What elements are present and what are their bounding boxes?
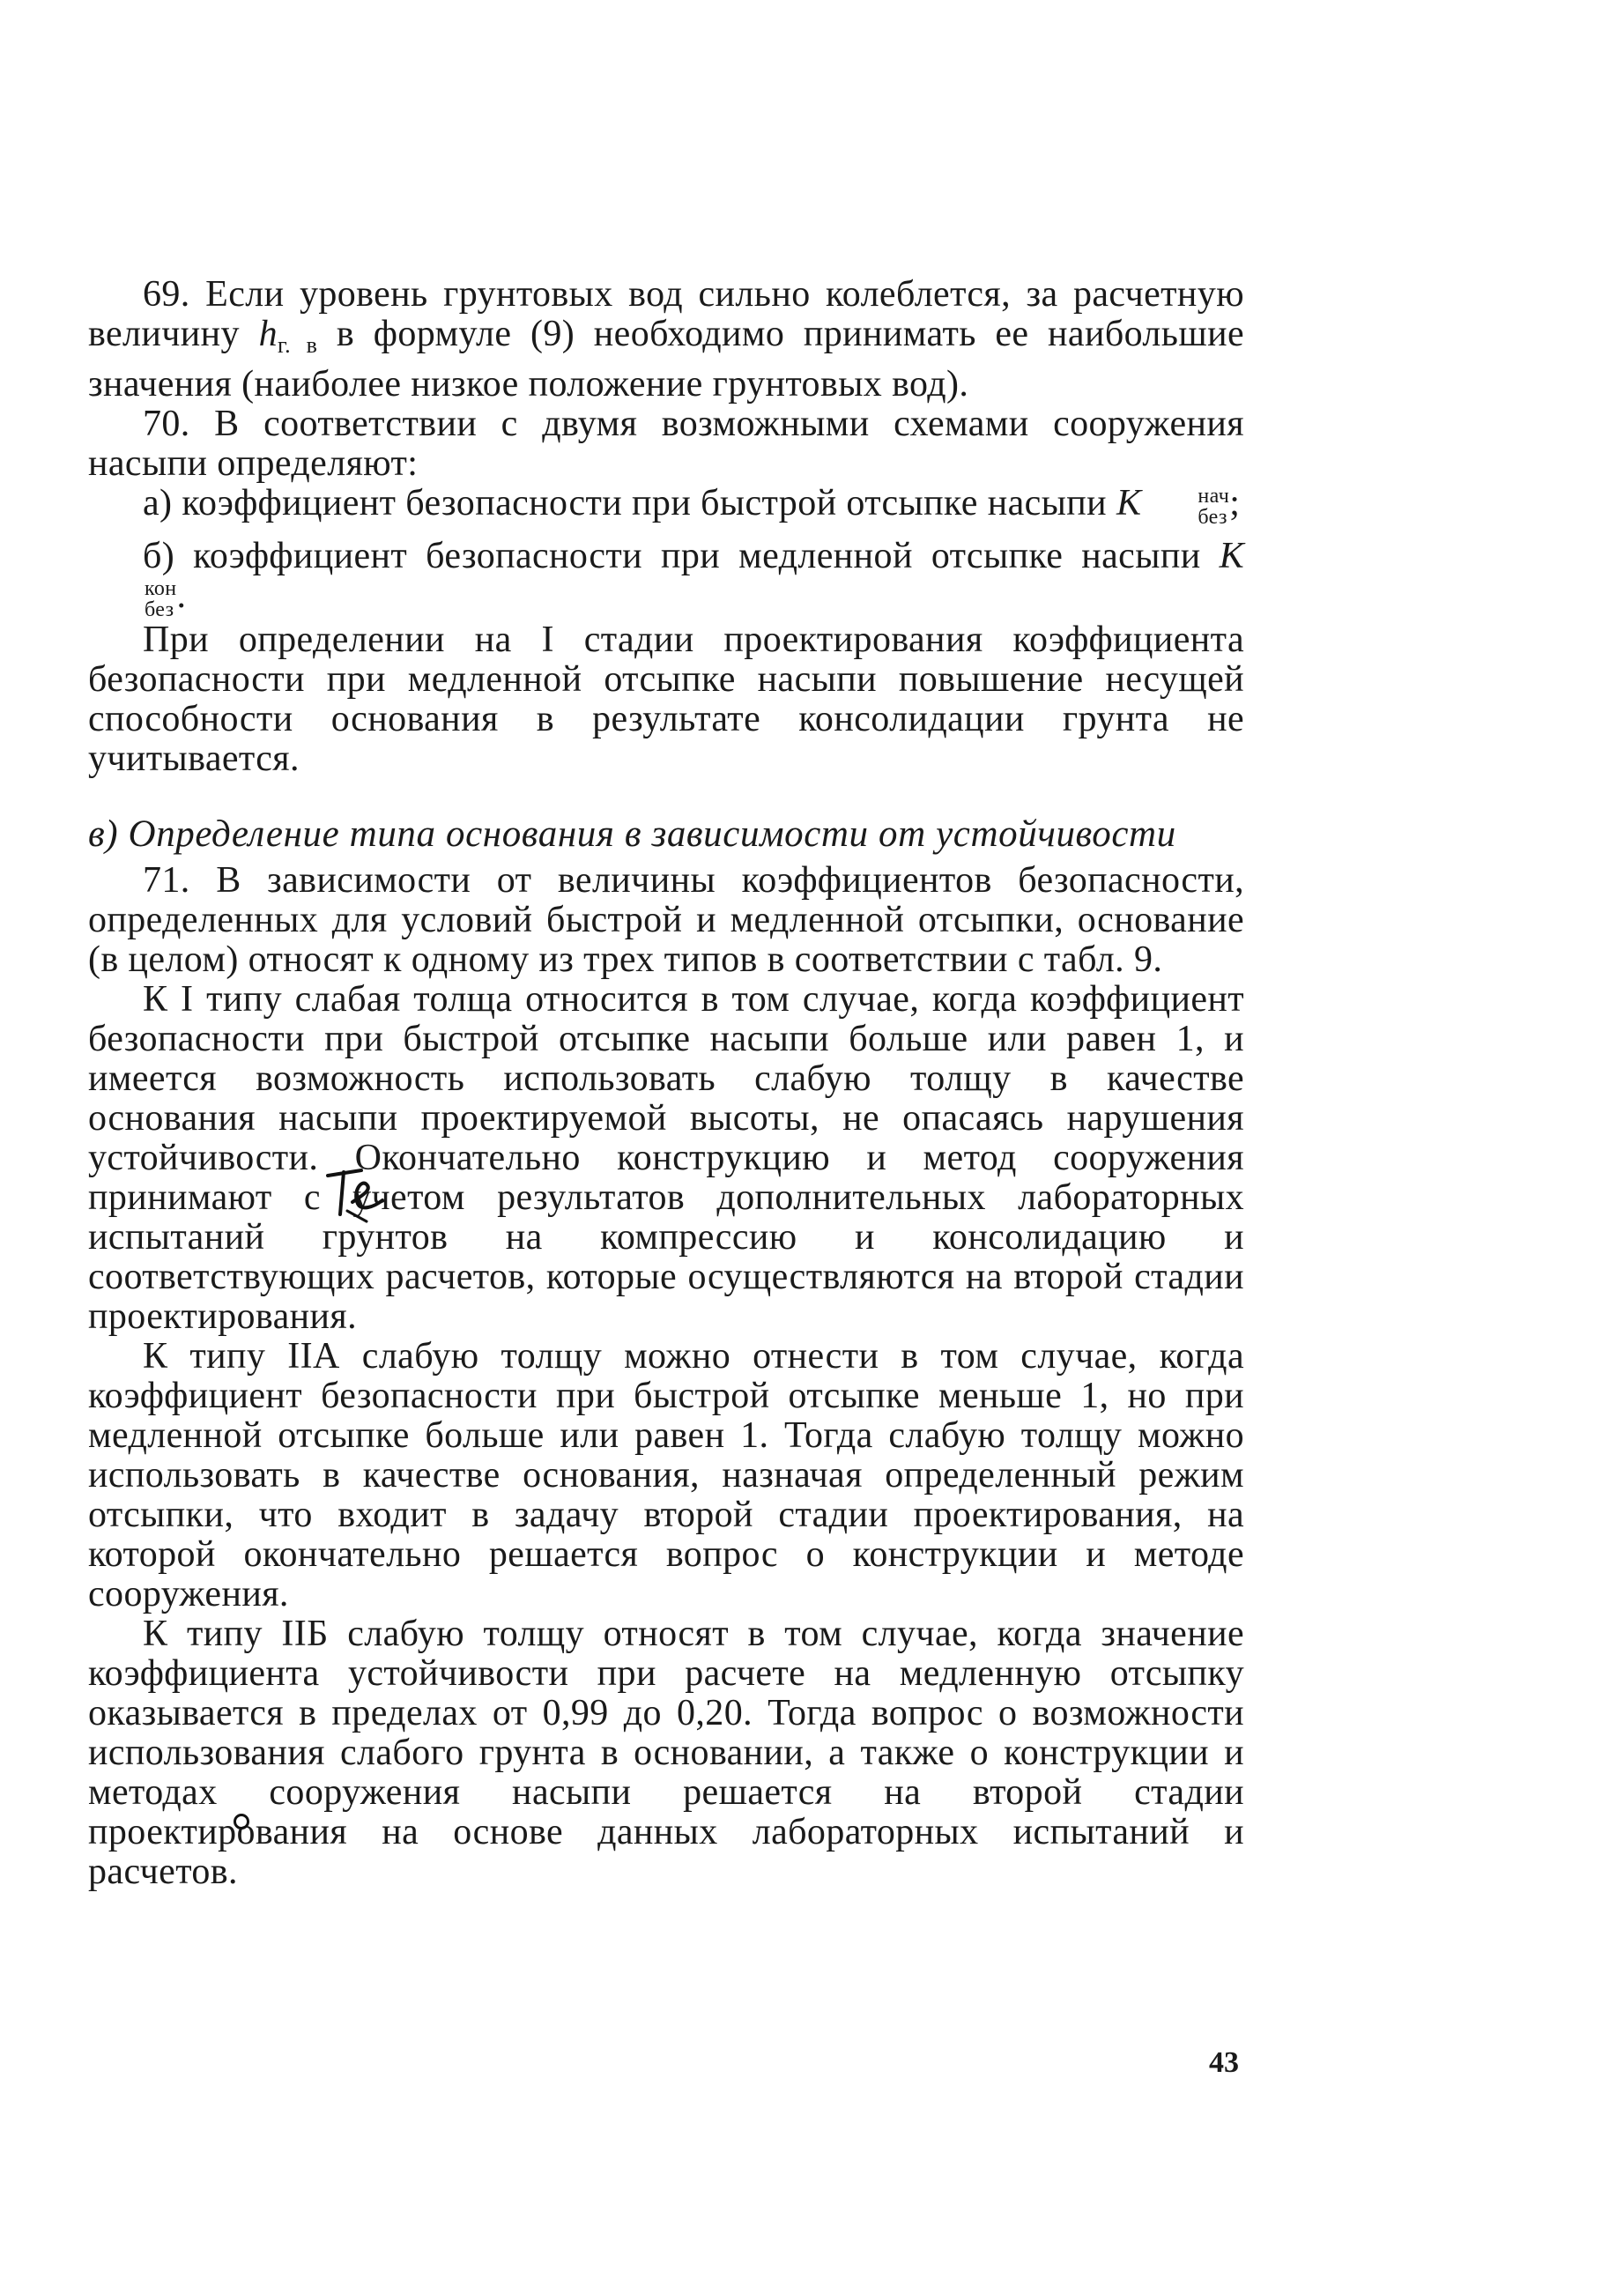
page-number: 43 [1209,2046,1239,2079]
symbol-h-subscript: г. в [277,332,318,358]
section-heading-v: в) Определение типа основания в зависимости от устойчивости [88,813,1176,855]
paragraph-69 [88,275,1244,405]
symbol-k-kon-indices [90,578,177,620]
paragraph-70: 70. В соответствии с двумя возможными схемами сооружения насыпи определяют: [88,404,1244,484]
symbol-k-nach-subscript: без [1198,506,1227,529]
list-item-a [88,484,1244,528]
list-item-b [88,537,1244,620]
list-item-a-text: а) коэффициент безопасности при быстрой отсыпке насыпи [143,483,1108,523]
list-item-b-end: . [176,575,187,616]
paragraph-type-1: К I типу слабая толща относится в том случае, когда коэффициент безопасности при быстрой отсыпке насыпи больше или равен 1, и имеется возможность использовать слабую толщу в качестве основания насыпи проектируемой высоты, не опасаясь нарушения устойчивости. Окончательно конструкцию и метод сооружения принимают с учетом результатов дополнительных лабораторных испытаний грунтов на компрессию и консолидацию и соответствующих расчетов, которые осуществляются на второй стадии проектирования. [88,979,1244,1337]
paragraph-type-2b: К типу IIБ слабую толщу относят в том случае, когда значение коэффициента устойчивости при расчете на медленную отсыпку оказывается в пределах от 0,99 до 0,20. Тогда вопрос о возможности использования слабого грунта в основании, а также о конструкции и методах сооружения насыпи решается на второй стадии проектирования на основе данных лабораторных испытаний и расчетов. [88,1614,1244,1892]
page-body-text [88,275,1244,1892]
symbol-k-kon-subscript: без [145,598,174,621]
symbol-h: h [258,314,278,354]
symbol-k-kon: K [1219,536,1245,576]
paragraph-70-note: При определении на I стадии проектирования коэффициента безопасности при медленной отсыпке насыпи повышение несущей способности основания в результате консолидации грунта не учитывается. [88,620,1244,779]
ink-mark [234,1814,249,1830]
paragraph-69-text: 69. Если уровень грунтовых вод сильно колеблется, за расчетную величину [88,274,1244,354]
symbol-k-nach-indices [1143,486,1229,528]
paragraph-69-rest: в формуле (9) необходимо принимать ее наибольшие значения (наиболее низкое положение грунтовых вод). [88,314,1245,405]
list-item-b-text: б) коэффициент безопасности при медленной отсыпке насыпи [143,536,1201,576]
symbol-k-nach: K [1116,483,1142,523]
symbol-k-kon-superscript: кон [145,577,177,600]
paragraph-type-2a: К типу IIА слабую толщу можно отнести в том случае, когда коэффициент безопасности при быстрой отсыпке меньше 1, но при медленной отсыпке больше или равен 1. Тогда слабую толщу можно использовать в качестве основания, назначая определенный режим отсыпки, что входит в задачу второй стадии проектирования, на которой окончательно решается вопрос о конструкции и методе сооружения. [88,1336,1244,1614]
symbol-k-nach-superscript: нач [1198,485,1230,508]
paragraph-71: 71. В зависимости от величины коэффициентов безопасности, определенных для условий быстрой и медленной отсыпки, основание (в целом) относят к одному из трех типов в соответствии с табл. 9. [88,860,1244,980]
list-item-a-end: ; [1229,483,1241,523]
